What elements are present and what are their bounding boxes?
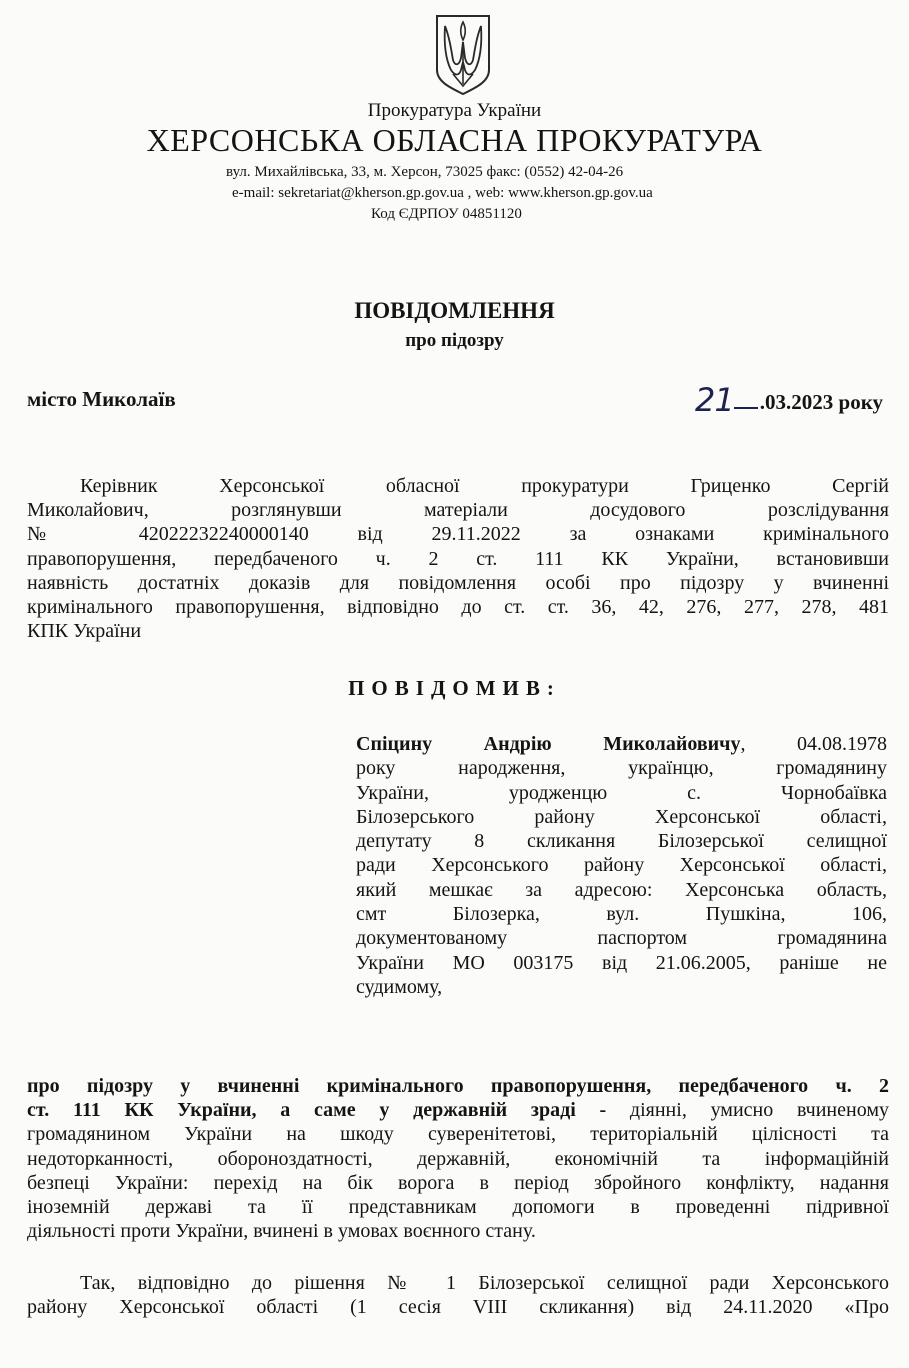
suspect-line: судимому, [356,975,443,998]
office-name: ХЕРСОНСЬКА ОБЛАСНА ПРОКУРАТУРА [146,122,763,158]
suspect-line: Білозерського району Херсонської області, [356,805,887,828]
intro-line: кримінального правопорушення, відповідно до ст. ст. 36, 42, 276, 277, 278, 481 [27,595,889,618]
intro-line: № 42022232240000140 від 29.11.2022 за ознаками кримінального [27,523,889,546]
date-underline [734,389,758,409]
suspect-line: України, уродженцю с. Чорнобаївка [356,781,887,804]
suspect-line: України МО 003175 від 21.06.2005, раніше не [356,951,887,974]
office-address-block [0,162,909,225]
document-date [695,379,883,417]
edrpou-code: Код ЄДРПОУ 04851120 [371,206,522,222]
suspicion-line: громадянином України на шкоду суверенітетові, територіальній цілісності та [27,1123,889,1146]
suspect-first-line [356,732,887,756]
agency-name: Прокуратура України [367,100,542,121]
suspect-line: ради Херсонського району Херсонської області, [356,854,887,877]
suspicion-text: діянні, умисно вчиненому [606,1099,889,1122]
suspect-line: документованому паспортом громадянина [356,927,887,950]
suspect-name: Спіцину Андрію Миколайовичу [356,733,741,755]
suspicion-line [27,1074,889,1098]
suspicion-line: іноземній державі та її представникам допомоги в проведенні підривної [27,1195,889,1218]
document-subtitle: про підозру [405,330,504,351]
suspect-line: року народження, українцю, громадянину [356,757,887,780]
contacts-line: e-mail: sekretariat@kherson.gp.gov.ua , web: www.kherson.gp.gov.ua [232,185,653,201]
intro-line: Керівник Херсонської обласної прокуратури Гриценко Сергій [80,475,889,497]
intro-line: наявність достатніх доказів для повідомлення особі про підозру у вчиненні [27,571,889,594]
intro-paragraph [27,474,889,643]
suspicion-line: недоторканності, обороноздатності, державній, економічній та інформаційній [27,1147,889,1170]
suspicion-charge: про підозру у вчиненні кримінального правопорушення, передбаченого ч. 2 [27,1075,889,1097]
closing-line: Так, відповідно до рішення № 1 Білозерської селищної ради Херсонського [80,1272,889,1294]
suspect-line: смт Білозерка, вул. Пушкіна, 106, [356,903,887,926]
suspicion-charge-article: ст. 111 КК України, а саме у державній зраді - [27,1099,607,1122]
intro-line: Миколайович, розглянувши матеріали досудового розслідування [27,499,889,522]
suspicion-line [27,1098,889,1122]
intro-line: правопорушення, передбаченого ч. 2 ст. 111 КК України, встановивши [27,547,889,570]
handwritten-day: 21 [695,381,734,419]
suspicion-line: діяльності проти України, вчинені в умовах воєнного стану. [27,1220,536,1243]
address-line: вул. Михайлівська, 33, м. Херсон, 73025 факс: (0552) 42-04-26 [226,164,624,180]
document-place: місто Миколаїв [27,387,176,411]
notified-heading: ПОВІДОМИВ: [348,676,561,700]
suspicion-paragraph [27,1074,889,1243]
intro-line: КПК України [27,620,142,643]
document-title: ПОВІДОМЛЕННЯ [354,298,555,323]
coat-of-arms-icon [431,12,495,96]
closing-paragraph [27,1271,889,1319]
suspect-birthdate: , 04.08.1978 [740,733,888,755]
date-month-year: .03.2023 року [759,390,883,414]
suspicion-line: безпеці України: перехід на бік ворога в період збройного конфлікту, надання [27,1171,889,1194]
suspect-line: депутату 8 скликання Білозерської селищної [356,830,887,853]
suspect-details [356,732,887,999]
suspect-line: який мешкає за адресою: Херсонська область, [356,878,887,901]
closing-line: району Херсонської області (1 сесія VIII скликання) від 24.11.2020 «Про [27,1296,889,1319]
